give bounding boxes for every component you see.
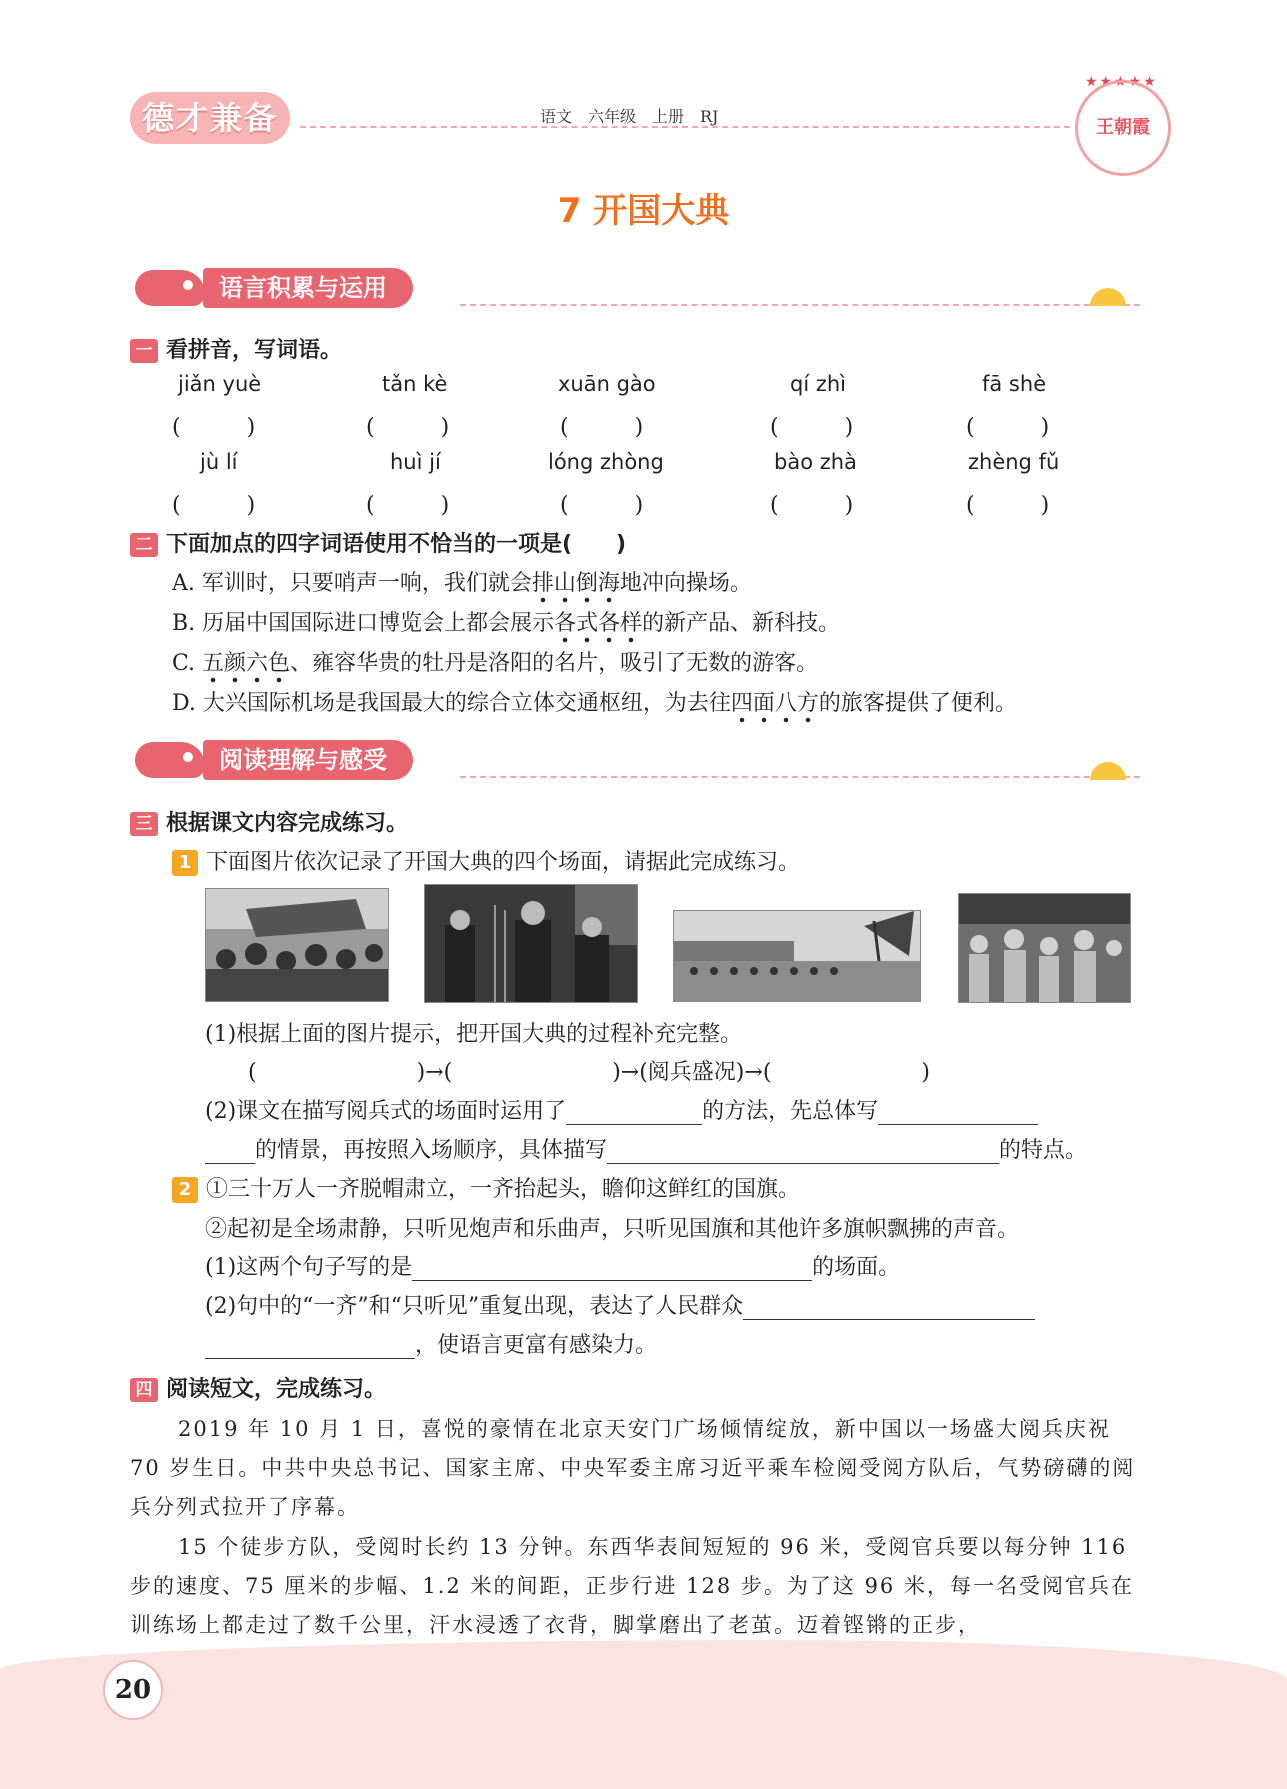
pinyin: zhèng fǔ [968, 450, 1060, 474]
section-title: 阅读理解与感受 [203, 740, 413, 780]
pinyin: jiǎn yuè [178, 372, 262, 396]
sentence-text: ，使语言更富有感染力。 [415, 1333, 658, 1358]
answer-blank[interactable]: ( ) [770, 493, 854, 518]
option-b[interactable] [172, 606, 840, 637]
q3-p1-s2-line2 [205, 1133, 1087, 1164]
sun-icon [1090, 762, 1126, 780]
fill-blank[interactable] [607, 1139, 999, 1164]
option-a[interactable] [172, 566, 752, 597]
option-text: 、雍容华贵的牡丹是洛阳的名片，吸引了无数的游客。 [290, 651, 819, 676]
flow-part: ) [921, 1060, 930, 1085]
photo-military-parade [673, 910, 921, 1002]
part-text: ①三十万人一齐脱帽肃立，一齐抬起头，瞻仰这鲜红的国旗。 [206, 1177, 801, 1202]
answer-blank[interactable]: ( ) [366, 493, 450, 518]
part-text: 下面图片依次记录了开国大典的四个场面，请据此完成练习。 [206, 850, 801, 875]
answer-blank[interactable]: ( ) [560, 415, 644, 440]
q3-part2-l3 [205, 1250, 900, 1281]
fill-blank[interactable] [566, 1100, 702, 1125]
option-text: 的新产品、新科技。 [642, 611, 841, 636]
page-number: 20 [103, 1660, 163, 1720]
option-text: A. 军训时，只要哨声一响，我们就会 [172, 571, 532, 596]
section-divider [460, 776, 1140, 778]
q2-heading [130, 527, 626, 558]
fill-blank[interactable] [743, 1295, 1035, 1320]
header-meta: 语文 六年级 上册 RJ [540, 107, 719, 126]
photo-proclamation [424, 884, 638, 1003]
pinyin: lóng zhòng [548, 450, 664, 474]
footer-decoration [0, 1640, 1287, 1789]
fish-icon [135, 742, 205, 778]
sentence-text: 的特点。 [999, 1138, 1088, 1163]
answer-blank[interactable]: ( ) [172, 493, 256, 518]
photo-crowd-entering [205, 888, 389, 1002]
answer-blank[interactable]: ( ) [770, 415, 854, 440]
dotted-word: 五颜六色 [202, 651, 290, 684]
q1-heading [130, 333, 342, 364]
q3-part2-l2: ②起初是全场肃静，只听见炮声和乐曲声，只听见国旗和其他许多旗帜飘拂的声音。 [205, 1217, 1020, 1242]
section-divider [460, 304, 1140, 306]
part-number: 1 [172, 850, 198, 876]
q1-number: 一 [130, 339, 158, 363]
q3-number: 三 [130, 812, 158, 836]
q3-heading [130, 806, 408, 837]
q3-p1-s2-line1 [205, 1094, 1038, 1125]
dotted-word: 排山倒海 [532, 571, 620, 604]
sentence-text: 的情景，再按照入场顺序，具体描写 [255, 1138, 608, 1163]
seal-stars: ★★★★★ [1085, 74, 1158, 90]
q2-text: 下面加点的四字词语使用不恰当的一项是( ) [166, 532, 627, 557]
pinyin: tǎn kè [382, 372, 448, 396]
q3-p1-s1: (1)根据上面的图片提示，把开国大典的过程补充完整。 [205, 1022, 743, 1047]
option-text: D. 大兴国际机场是我国最大的综合立体交通枢纽，为去往 [172, 691, 731, 716]
q4-number: 四 [130, 1378, 158, 1402]
dotted-word: 四面八方 [731, 691, 819, 724]
part-number: 2 [172, 1177, 198, 1203]
q3-text: 根据课文内容完成练习。 [166, 811, 409, 836]
option-text: 的旅客提供了便利。 [818, 691, 1017, 716]
section-title: 语言积累与运用 [203, 268, 413, 308]
brand-logo: 德才兼备 [130, 92, 290, 144]
option-text: 地冲向操场。 [619, 571, 752, 596]
sentence-text: (1)这两个句子写的是 [205, 1255, 413, 1280]
option-c[interactable] [172, 646, 818, 677]
option-text: C. [172, 651, 203, 676]
q3-part1-intro [172, 845, 800, 876]
q3-part2-l4 [205, 1289, 1035, 1320]
reading-paragraph: 2019 年 10 月 1 日，喜悦的豪情在北京天安门广场倾情绽放，新中国以一场盛大阅兵庆祝 70 岁生日。中共中央总书记、国家主席、中央军委主席习近平乘车检阅受阅方队后，气势磅礴的阅兵分列式拉开了序幕。 [130, 1417, 1136, 1519]
flow-part: )→(阅兵盛况)→( [612, 1060, 772, 1085]
q4-heading [130, 1372, 386, 1403]
q3-part2-l5 [205, 1328, 657, 1359]
answer-blank[interactable]: ( ) [366, 415, 450, 440]
answer-blank[interactable]: ( ) [966, 415, 1050, 440]
process-flow[interactable] [248, 1055, 930, 1086]
dotted-word: 各式各样 [554, 611, 642, 644]
pinyin: jù lí [200, 450, 238, 474]
pinyin: fā shè [982, 372, 1047, 396]
photo-crowd-parade [958, 893, 1131, 1003]
option-d[interactable] [172, 686, 1017, 717]
q2-number: 二 [130, 533, 158, 557]
q4-text: 阅读短文，完成练习。 [166, 1377, 387, 1402]
pinyin: huì jí [390, 450, 441, 474]
fill-blank[interactable] [205, 1139, 255, 1164]
sun-icon [1090, 288, 1126, 306]
fish-icon [135, 270, 205, 306]
q1-text: 看拼音，写词语。 [166, 338, 343, 363]
sentence-text: 的方法，先总体写 [702, 1099, 879, 1124]
pinyin: qí zhì [790, 372, 847, 396]
flow-part: ( [248, 1060, 257, 1085]
flow-part: )→( [416, 1060, 453, 1085]
fill-blank[interactable] [878, 1100, 1038, 1125]
author-seal: 王朝霞 [1075, 80, 1171, 176]
reading-paragraph: 15 个徒步方队，受阅时长约 13 分钟。东西华表间短短的 96 米，受阅官兵要以每分钟 116 步的速度、75 厘米的步幅、1.2 米的间距，正步行进 128 步。为了这 96 米，每一名受阅官兵在训练场上都走过了数千公里，汗水浸透了衣背，脚掌磨出了老茧。迈着铿锵的正步， [130, 1535, 1134, 1637]
q3-part2-l1 [172, 1172, 800, 1203]
sentence-text: 的场面。 [812, 1255, 901, 1280]
sentence-text: (2)课文在描写阅兵式的场面时运用了 [205, 1099, 567, 1124]
answer-blank[interactable]: ( ) [172, 415, 256, 440]
pinyin: xuān gào [558, 372, 656, 396]
answer-blank[interactable]: ( ) [560, 493, 644, 518]
sentence-text: (2)句中的“一齐”和“只听见”重复出现，表达了人民群众 [205, 1294, 744, 1319]
answer-blank[interactable]: ( ) [966, 493, 1050, 518]
option-text: B. 历届中国国际进口博览会上都会展示 [172, 611, 555, 636]
page-title: 7 开国大典 [557, 191, 730, 231]
fill-blank[interactable] [205, 1334, 415, 1359]
pinyin: bào zhà [774, 450, 857, 474]
fill-blank[interactable] [412, 1256, 812, 1281]
